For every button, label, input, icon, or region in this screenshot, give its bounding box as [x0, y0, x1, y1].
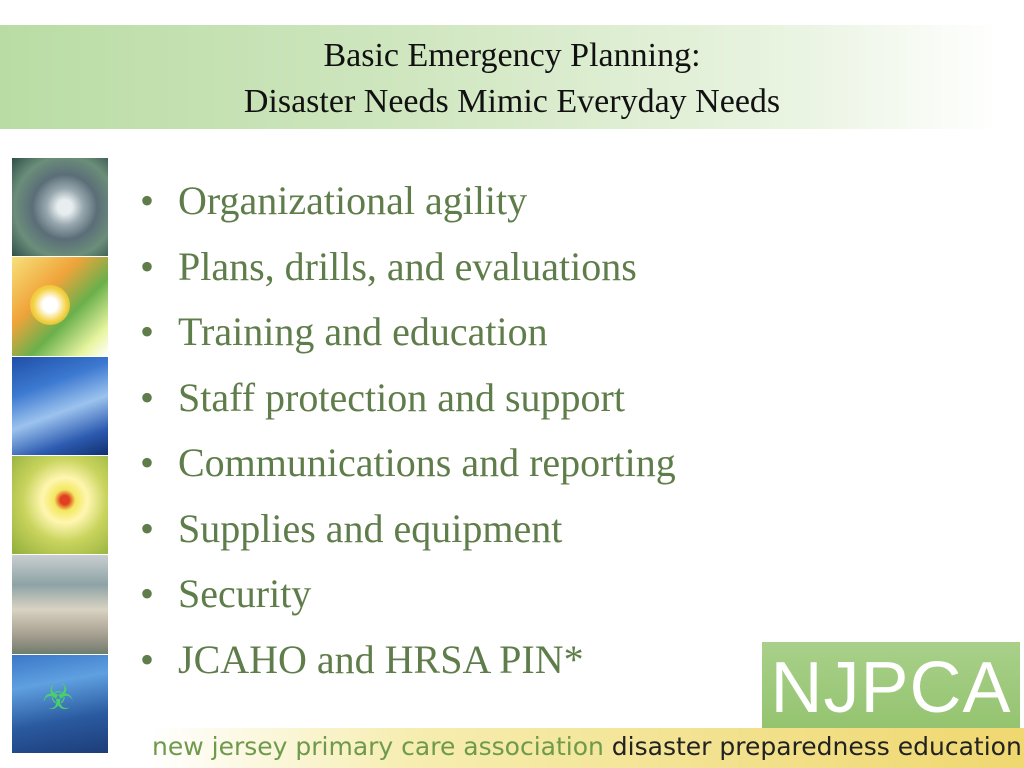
title-line-1: Basic Emergency Planning: — [323, 37, 701, 74]
list-item: • JCAHO and HRSA PIN* — [140, 627, 676, 693]
bullet-icon: • — [140, 309, 155, 354]
bullet-icon: • — [140, 440, 155, 485]
footer-subtitle: disaster preparedness education — [611, 732, 1022, 761]
list-item: • Staff protection and support — [140, 365, 676, 431]
bullet-icon: • — [140, 636, 155, 682]
footer-org-name: new jersey primary care association — [152, 732, 604, 761]
bullet-icon: • — [140, 571, 155, 616]
flood-sandbags-photo — [12, 555, 108, 654]
list-item: • Organizational agility — [140, 168, 676, 234]
hospital-equipment-photo — [12, 357, 108, 456]
bullet-list — [140, 168, 676, 692]
list-item: • Communications and reporting — [140, 430, 676, 496]
njpca-logo — [762, 642, 1020, 734]
list-item: • Security — [140, 561, 676, 627]
list-item: • Training and education — [140, 299, 676, 365]
bullet-icon: • — [140, 178, 155, 223]
logo-text: NJPCA — [770, 648, 1012, 728]
bullet-icon: • — [140, 243, 155, 289]
title-line-2: Disaster Needs Mimic Everyday Needs — [243, 83, 781, 120]
list-item: • Supplies and equipment — [140, 496, 676, 562]
bullet-icon: • — [140, 374, 155, 420]
lab-tubes-photo — [12, 257, 108, 356]
footer — [152, 731, 1022, 763]
biohazard-photo — [12, 655, 108, 754]
light-flare-icon — [30, 285, 70, 325]
hurricane-photo — [12, 158, 108, 257]
biohazard-icon: ☣ — [42, 676, 75, 718]
slide-title — [0, 33, 1024, 125]
list-item: • Plans, drills, and evaluations — [140, 234, 676, 300]
photo-strip — [12, 158, 108, 754]
radiation-target-photo — [12, 456, 108, 555]
bullet-icon: • — [140, 505, 155, 551]
